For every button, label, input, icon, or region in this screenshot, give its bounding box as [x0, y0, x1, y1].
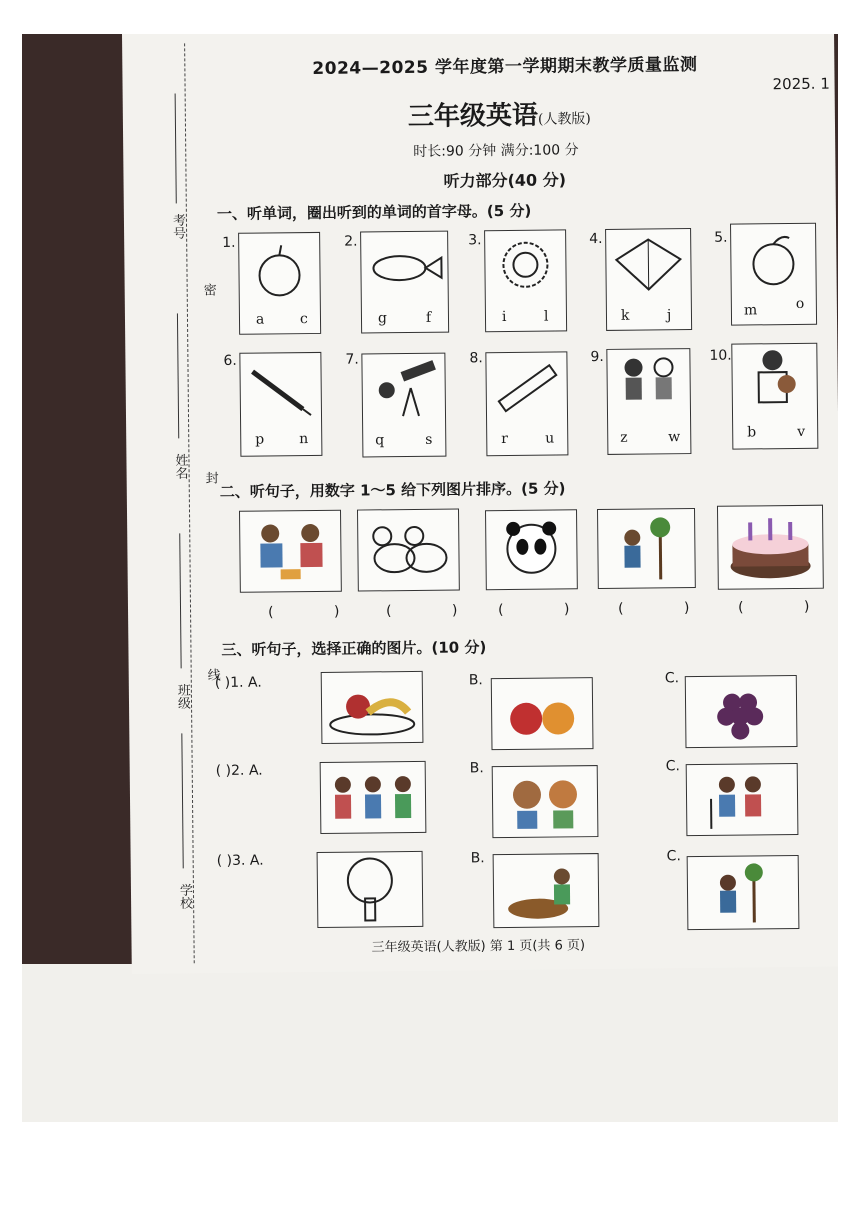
s1-q1-picture: [238, 232, 321, 335]
planting-tree-icon: [688, 856, 799, 929]
section3-title: 三、听句子，选择正确的图片。(10 分): [221, 638, 487, 659]
school-line: [181, 733, 183, 868]
seal-xian: 线: [204, 668, 220, 682]
ruler-icon: [486, 352, 567, 423]
s1-q9-picture: [606, 348, 691, 455]
s3-q2-option-a[interactable]: [320, 761, 427, 834]
lion-icon: [485, 230, 566, 301]
pen-icon: [240, 353, 321, 424]
s2-blank-2[interactable]: ( ): [385, 602, 486, 620]
s1-q8-option-u[interactable]: u: [545, 430, 555, 447]
binding-dashed-line: [184, 43, 195, 963]
s1-q5-option-o[interactable]: o: [795, 295, 805, 312]
s1-q10-number: 10.: [709, 347, 732, 364]
s1-q7-number: 7.: [345, 351, 359, 368]
fruit-plate-icon: [322, 672, 423, 743]
s1-q2-number: 2.: [344, 233, 358, 250]
s1-q7-option-s[interactable]: s: [425, 431, 433, 448]
exam-no-line: [175, 93, 177, 203]
helping-friend-icon: [687, 764, 798, 835]
exam-page: [122, 34, 838, 974]
s1-q4-option-k[interactable]: k: [620, 307, 630, 324]
tree-icon: [318, 852, 423, 927]
s1-q10-option-b[interactable]: b: [747, 424, 757, 441]
subject-name: 三年级英语: [407, 100, 539, 133]
s1-q6-option-p[interactable]: p: [255, 431, 265, 448]
exam-date: 2025. 1: [772, 74, 830, 94]
kite-icon: [606, 229, 691, 300]
children-icon: [607, 349, 690, 420]
s2-picture-3: [485, 509, 578, 590]
s1-q5-option-m[interactable]: m: [743, 302, 758, 319]
s1-q1-number: 1.: [222, 234, 236, 251]
orange-icon: [731, 224, 816, 295]
section1-title: 一、听单词，圈出听到的单词的首字母。(5 分): [216, 201, 532, 224]
s1-q9-option-z[interactable]: z: [620, 429, 628, 446]
side-label-class: 班级: [174, 683, 191, 710]
telescope-icon: [362, 354, 445, 425]
s1-q6-option-n[interactable]: n: [299, 431, 309, 448]
s1-q2-picture: [360, 231, 449, 334]
s3-q1-option-c[interactable]: [685, 675, 798, 748]
subject-title: [408, 94, 591, 133]
s1-q3-option-l[interactable]: l: [543, 308, 549, 325]
seal-feng: 封: [202, 471, 218, 485]
s2-picture-2: [357, 508, 460, 591]
grapes-icon: [686, 676, 797, 747]
s1-q3-option-i[interactable]: i: [501, 308, 507, 326]
class-line: [179, 533, 181, 668]
two-boys-icon: [493, 766, 598, 837]
s1-q4-option-j[interactable]: j: [666, 307, 672, 324]
s2-blank-1[interactable]: ( ): [267, 603, 368, 621]
s1-q4-number: 4.: [589, 230, 603, 248]
name-line: [177, 313, 179, 438]
s1-q7-picture: [361, 353, 446, 458]
photo-background: [22, 34, 838, 1122]
listening-title: 听力部分(40 分): [443, 170, 567, 191]
s2-blank-3[interactable]: ( ): [497, 601, 598, 619]
s3-q2-number[interactable]: ( )2. A.: [215, 762, 263, 780]
s3-q2-c-label: C.: [665, 758, 681, 775]
kids-playing-icon: [240, 511, 341, 592]
apple-icon: [239, 233, 320, 304]
s1-q1-option-c[interactable]: c: [299, 311, 308, 328]
s3-q2-b-label: B.: [469, 760, 484, 777]
s3-q3-b-label: B.: [470, 850, 485, 867]
side-label-school: 学校: [176, 883, 193, 910]
s1-q2-option-g[interactable]: g: [377, 310, 388, 327]
s2-blank-5[interactable]: ( ): [737, 598, 838, 616]
seal-mi: 密: [200, 283, 216, 297]
s3-q3-option-b[interactable]: [493, 853, 600, 928]
s3-q1-option-a[interactable]: [321, 671, 424, 744]
apple-orange-icon: [492, 678, 593, 749]
section2-title: 二、听句子，用数字 1～5 给下列图片排序。(5 分): [219, 479, 566, 502]
bottom-paper-sheet: [22, 964, 838, 1122]
playing-leaves-icon: [494, 854, 599, 927]
s1-q6-picture: [239, 352, 322, 457]
panda-icon: [486, 510, 577, 589]
side-label-name: 姓名: [172, 453, 188, 480]
s3-q3-option-c[interactable]: [687, 855, 800, 930]
s1-q9-option-w[interactable]: w: [668, 429, 681, 446]
ducks-icon: [358, 510, 459, 591]
side-label-exam-no: 考号: [169, 213, 186, 240]
three-kids-icon: [321, 762, 426, 833]
s1-q9-number: 9.: [590, 348, 604, 366]
s1-q7-option-q[interactable]: q: [375, 432, 385, 449]
s1-q1-option-a[interactable]: a: [255, 311, 265, 328]
s2-picture-1: [239, 510, 342, 593]
s1-q6-number: 6.: [223, 352, 237, 369]
s1-q8-number: 8.: [469, 350, 483, 367]
birthday-cake-icon: [718, 506, 823, 589]
s1-q5-picture: [730, 223, 817, 326]
s3-q1-b-label: B.: [468, 672, 483, 689]
exam-title: 2024—2025 学年度第一学期期末教学质量监测: [312, 54, 698, 80]
s2-blank-4[interactable]: ( ): [617, 599, 718, 617]
s3-q1-option-b[interactable]: [491, 677, 594, 750]
page-footer: 三年级英语(人教版) 第 1 页(共 6 页): [371, 938, 586, 956]
s1-q3-number: 3.: [468, 232, 482, 249]
s1-q2-option-f[interactable]: f: [425, 309, 432, 326]
fish-icon: [361, 232, 448, 303]
s3-q2-option-c[interactable]: [686, 763, 799, 836]
s1-q10-option-v[interactable]: v: [797, 423, 806, 440]
s3-q1-number[interactable]: ( )1. A.: [214, 674, 262, 692]
s2-picture-4: [597, 508, 696, 589]
s1-q4-picture: [605, 228, 692, 331]
s1-q10-picture: [731, 343, 818, 450]
s2-picture-5: [717, 505, 824, 590]
s3-q1-c-label: C.: [664, 670, 680, 687]
s3-q2-option-b[interactable]: [492, 765, 599, 838]
s3-q3-option-a[interactable]: [317, 851, 424, 928]
s1-q3-picture: [484, 229, 567, 332]
s1-q8-picture: [485, 351, 568, 456]
s1-q5-number: 5.: [714, 229, 728, 246]
s1-q8-option-r[interactable]: r: [501, 430, 509, 448]
planting-tree-icon: [598, 509, 695, 588]
vet-icon: [732, 344, 817, 415]
subject-edition: (人教版): [537, 111, 591, 128]
s3-q3-c-label: C.: [666, 848, 681, 865]
s3-q3-number[interactable]: ( )3. A.: [216, 852, 264, 870]
time-score: 时长:90 分钟 满分:100 分: [413, 142, 579, 160]
